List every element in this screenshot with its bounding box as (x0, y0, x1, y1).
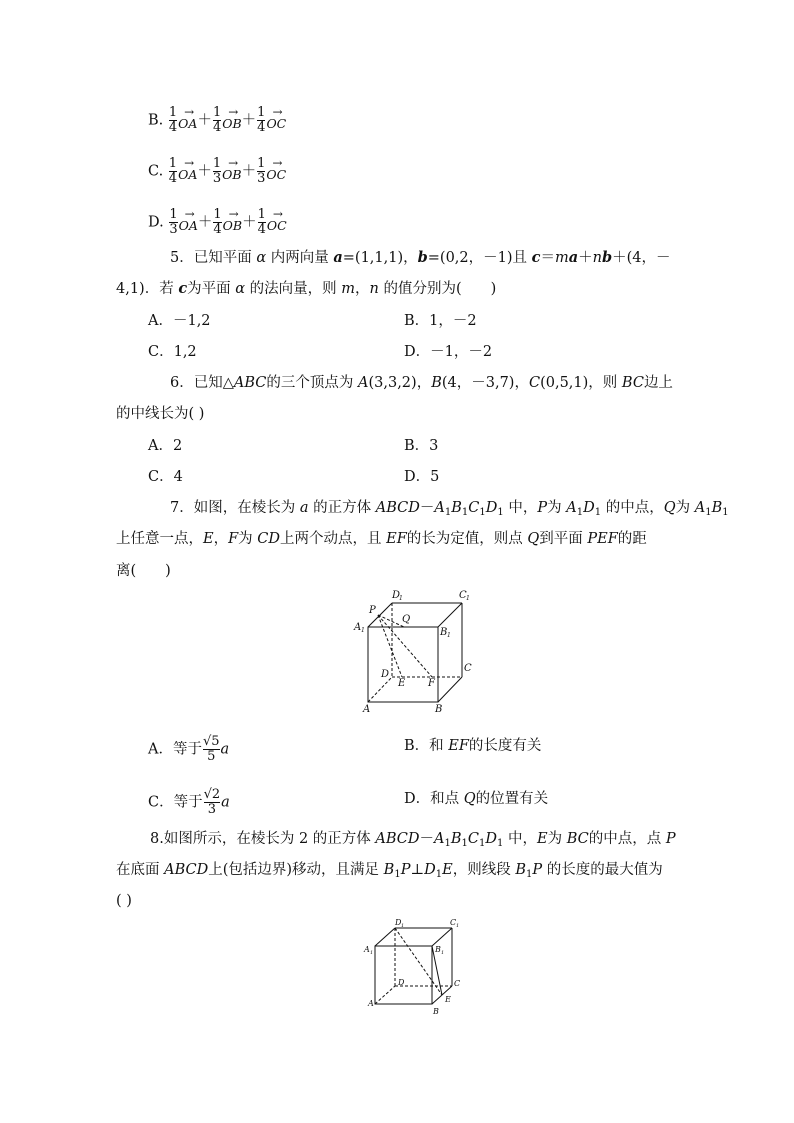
label-c: C (454, 979, 461, 988)
svg-text:1: 1 (447, 632, 451, 639)
q4-option-d: D. $\frac{1}{3}$ → OA＋ $\frac{1}{4}$ → OB＋ $\frac{1}{4}$ → OC (148, 208, 287, 237)
vector-oa: → OA (178, 159, 197, 185)
q7-option-b: B．和 EF的长度有关 (404, 738, 542, 754)
vector-ob: → OB (222, 159, 241, 185)
q4-option-b: B. $\frac{1}{4}$ → OA＋ $\frac{1}{4}$ → OB＋ $\frac{1}{4}$ → OC (148, 106, 286, 135)
label-b: B (433, 1007, 439, 1016)
q4-option-c: C. $\frac{1}{4}$ → OA＋ $\frac{1}{3}$ → OB＋ $\frac{1}{3}$ → OC (148, 157, 286, 186)
vector-oa: → OA (178, 108, 197, 134)
label-a1: A (364, 945, 370, 954)
q7-option-a: A．等于 $\frac{√5}{5}$ a (148, 734, 230, 764)
edge-ad-hidden (368, 677, 392, 702)
label-c: C (464, 663, 472, 674)
label-c1: C (459, 590, 467, 601)
label-a: A (368, 999, 374, 1008)
q7-option-d: D．和点 Q的位置有关 (404, 791, 549, 807)
q7-stem-line1: 7．如图，在棱长为 a 的正方体 $ABCD-A_1B_1C_1D_1$ 中，P为 $A_1D_1$ 的中点，Q为 $A_1B_1$ (170, 500, 729, 518)
vector-ob: → OB (222, 108, 241, 134)
q6-option-d: D．5 (404, 469, 440, 485)
svg-text:1: 1 (401, 923, 405, 929)
label-d1: D (392, 590, 401, 601)
vector-oc: → OC (267, 210, 287, 236)
fraction: $\frac{1}{4}$ (257, 207, 266, 237)
q5-option-a: A．－1,2 (148, 313, 211, 329)
svg-text:1: 1 (399, 595, 403, 602)
label-e: E (398, 678, 406, 689)
q7-stem-line3: 离( ) (116, 563, 171, 579)
fraction: $\frac{√5}{5}$ (202, 734, 220, 764)
fraction: $\frac{1}{3}$ (257, 156, 266, 186)
label-q: Q (402, 614, 411, 625)
fraction: $\frac{1}{4}$ (213, 207, 222, 237)
svg-text:1: 1 (441, 950, 445, 956)
edge-a1d1 (375, 928, 395, 946)
label-d1: D (395, 918, 402, 927)
label-d: D (381, 669, 390, 680)
fraction: $\frac{1}{4}$ (168, 105, 178, 135)
q8-stem-line1: 8.如图所示，在棱长为 2 的正方体 $ABCD-A_1B_1C_1D_1$ 中，E为 BC的中点，点 P (150, 831, 676, 849)
q8-stem-line3: ( ) (116, 893, 132, 909)
q6-stem-line1: 6．已知△ABC的三个顶点为 A(3,3,2)，B(4，－3,7)，C(0,5,1)，则 BC边上 (170, 375, 673, 391)
label-c1: C (450, 918, 457, 927)
q8-stem-line2: 在底面 ABCD上(包括边界)移动，且满足 $B_1P\perp D_1E$，则线段 $B_1P$ 的长度的最大值为 (116, 862, 663, 880)
label-b1: B (435, 945, 441, 954)
edge-ad-hidden (375, 986, 395, 1004)
label-b: B (435, 704, 443, 715)
edge-bc (438, 677, 462, 702)
svg-text:1: 1 (466, 595, 470, 602)
label-p: P (369, 605, 376, 616)
fraction: $\frac{1}{4}$ (168, 156, 178, 186)
label-e: E (445, 995, 451, 1004)
fraction: $\frac{√2}{3}$ (203, 787, 221, 817)
q5-option-d: D．－1，－2 (404, 344, 493, 360)
q6-option-a: A．2 (148, 438, 183, 454)
svg-text:1: 1 (370, 950, 374, 956)
vector-oc: → OC (266, 108, 286, 134)
label-a: A (363, 704, 371, 715)
q7-stem-line2: 上任意一点，E，F为 CD上两个动点，且 EF的长为定值，则点 Q到平面 PEF的距 (116, 531, 647, 547)
svg-text:1: 1 (456, 923, 460, 929)
fraction: $\frac{1}{3}$ (169, 207, 178, 237)
q6-stem-line2: 的中线长为( ) (116, 406, 205, 422)
q5-option-c: C．1,2 (148, 344, 197, 360)
edge-b1c1 (438, 603, 462, 627)
label-a1: A (354, 622, 362, 633)
label-b1: B (440, 627, 448, 638)
label-f: F (428, 678, 435, 689)
q6-option-b: B．3 (404, 438, 439, 454)
fraction: $\frac{1}{3}$ (212, 156, 222, 186)
vector-ob: → OB (223, 210, 242, 236)
edge-b1c1 (432, 928, 452, 946)
fraction: $\frac{1}{4}$ (212, 105, 222, 135)
q5-option-b: B．1，－2 (404, 313, 477, 329)
label-d: D (398, 978, 405, 987)
q5-stem-line1: 5．已知平面 α 内两向量 a=(1,1,1)，b=(0,2，－1)且 c＝ma＋nb＋(4，－ (170, 249, 671, 266)
vector-oc: → OC (266, 159, 286, 185)
q6-option-c: C．4 (148, 469, 183, 485)
q7-cube-figure (340, 585, 480, 715)
svg-text:1: 1 (361, 627, 365, 634)
q8-cube-figure (360, 918, 470, 1018)
q5-stem-line2: 4,1)．若 c为平面 α 的法向量，则 m，n 的值分别为( ) (116, 280, 497, 297)
front-face (375, 946, 432, 1004)
vector-oa: → OA (179, 210, 198, 236)
q7-option-c: C．等于 $\frac{√2}{3}$ a (148, 787, 230, 817)
fraction: $\frac{1}{4}$ (257, 105, 266, 135)
